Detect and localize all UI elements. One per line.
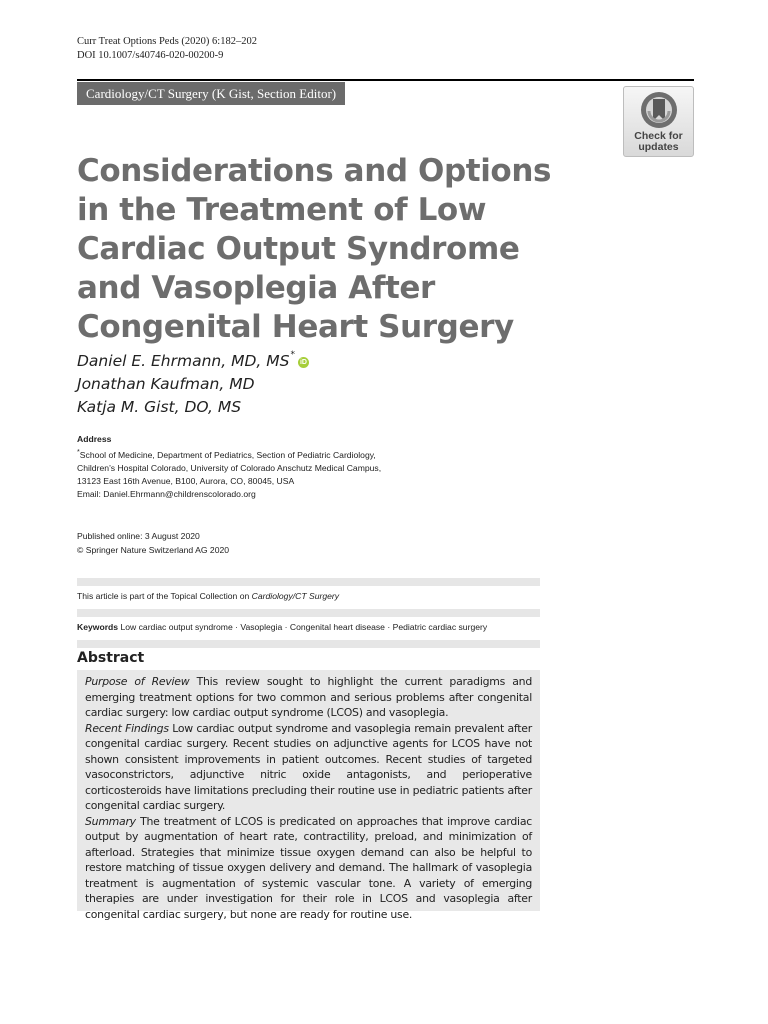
divider-band [77,578,540,586]
check-for-updates-badge[interactable] [623,86,694,157]
divider-band [77,640,540,648]
address-line-2: Children’s Hospital Colorado, University of Colorado Anschutz Medical Campus, [77,462,382,473]
address-line-3: 13123 East 16th Avenue, B100, Aurora, CO, 80045, USA [77,475,295,486]
journal-reference [77,35,257,63]
findings-label: Recent Findings [85,721,169,735]
journal-citation: Curr Treat Options Peds (2020) 6:182–202 [77,36,257,47]
copyright: © Springer Nature Switzerland AG 2020 [77,545,230,555]
keywords-label: Keywords [77,622,119,632]
keywords-list: Low cardiac output syndrome · Vasoplegia · Congenital heart disease · Pediatric cardiac surgery [120,622,488,632]
author-1 [77,350,309,373]
publication-info [77,529,229,557]
author-list [77,350,309,419]
address-line-1-text: School of Medicine, Department of Pediatrics, Section of Pediatric Cardiology, [79,449,376,460]
top-rule [77,79,694,81]
author-name: Katja M. Gist, DO, MS [77,398,242,416]
crossmark-icon [639,90,679,130]
collection-topic[interactable]: Cardiology/CT Surgery [251,591,340,601]
badge-line-1: Check for [634,130,683,142]
email-line[interactable]: Email: Daniel.Ehrmann@childrenscolorado.org [77,488,256,499]
summary-label: Summary [85,814,136,828]
topical-collection [77,591,339,601]
author-name: Jonathan Kaufman, MD [77,375,255,393]
author-2 [77,373,309,396]
abstract-box [77,670,540,921]
abstract-heading: Abstract [77,650,145,666]
abstract-findings [85,721,532,814]
keywords [77,622,487,632]
findings-text: Low cardiac output syndrome and vasoplegia remain prevalent after congenital cardiac surgery. Recent studies on adjunctive agents for LCOS have not shown consistent improvements in patient outcomes. Recent studies of targeted vasoconstrictors, adjunctive nitric oxide antagonists, and perioperative corticosteroids have limitations precluding their routine use in pediatric patients after congenital cardiac surgery. [85,721,532,812]
address-heading: Address [77,434,112,444]
author-name: Daniel E. Ehrmann, MD, MS [77,352,290,370]
collection-text: This article is part of the Topical Collection on [77,591,252,601]
purpose-text: This review sought to highlight the current paradigms and emerging treatment options for two common and serious problems after congenital cardiac surgery: low cardiac output syndrome (LCOS) and vasoplegia. [85,675,532,719]
address-block [77,433,381,501]
badge-line-2: updates [638,141,679,153]
summary-text: The treatment of LCOS is predicated on approaches that improve cardiac output by augmentation of heart rate, contractility, preload, and minimization of afterload. Strategies that minimize tissue oxygen demand can also be helpful to restore matching of tissue oxygen delivery and demand. The hallmark of vasoplegia treatment is augmentation of systemic vascular tone. A variety of emerging therapies are under investigation for their role in LCOS and vasoplegia after congenital cardiac surgery, but none are ready for routine use. [85,814,532,921]
article-title: Considerations and Options in the Treatment of Low Cardiac Output Syndrome and Vasoplegia After Congenital Heart Surgery [77,153,552,345]
abstract-summary [85,814,532,923]
published-date: Published online: 3 August 2020 [77,531,200,541]
orcid-icon[interactable]: iD [299,359,307,366]
abstract-purpose [85,674,532,721]
doi: DOI 10.1007/s40746-020-00200-9 [77,50,224,61]
corresponding-mark: * [290,350,295,360]
address-line-1 [77,446,381,462]
section-banner: Cardiology/CT Surgery (K Gist, Section Editor) [77,82,345,105]
badge-label [624,131,693,153]
purpose-label: Purpose of Review [85,675,190,688]
divider-band [77,609,540,617]
author-3 [77,396,309,419]
address-mark: * [77,448,80,456]
